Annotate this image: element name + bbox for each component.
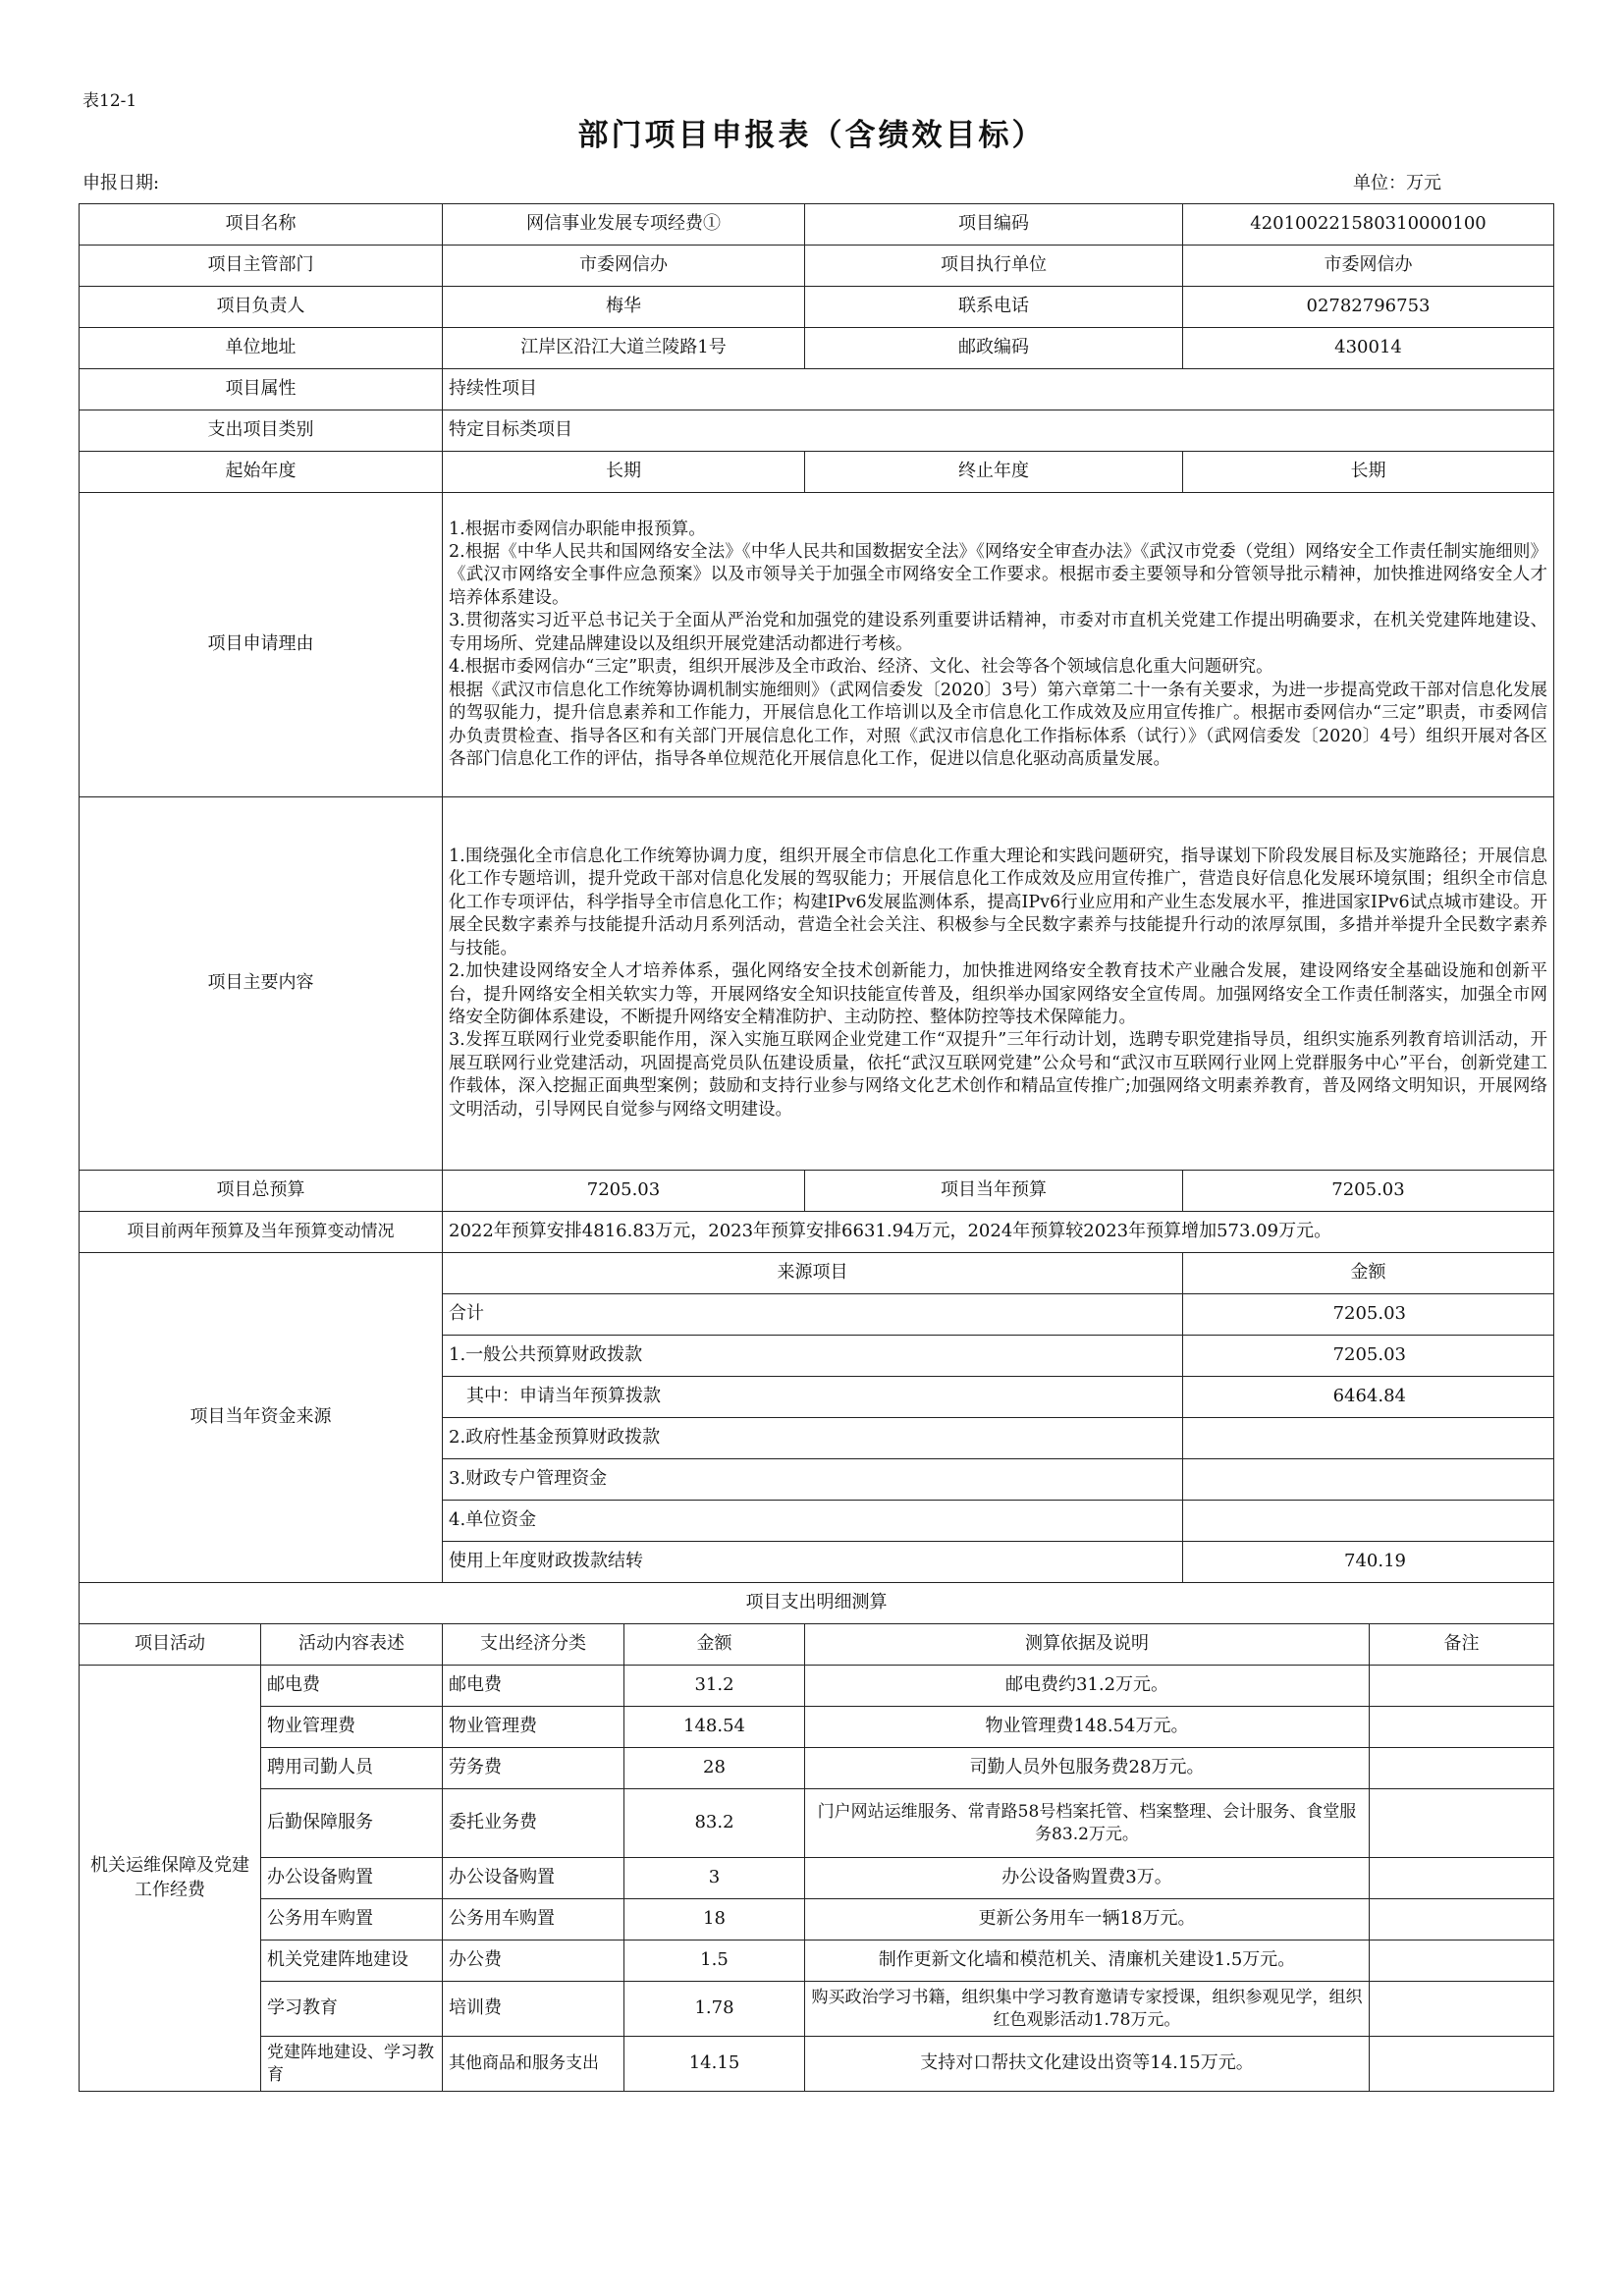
- detail-amount: 1.78: [624, 1982, 805, 2037]
- label-budget-change: 项目前两年预算及当年预算变动情况: [80, 1212, 443, 1253]
- funding-source-name: 1.一般公共预算财政拨款: [443, 1336, 1183, 1377]
- header-amount: 金额: [624, 1624, 805, 1666]
- funding-source-name: 2.政府性基金预算财政拨款: [443, 1418, 1183, 1459]
- detail-econ: 其他商品和服务支出: [443, 2037, 624, 2092]
- detail-basis: 司勤人员外包服务费28万元。: [805, 1748, 1370, 1789]
- content-text: [443, 797, 1554, 1171]
- value-project-name: 网信事业发展专项经费①: [443, 204, 805, 246]
- label-leader: 项目负责人: [80, 287, 443, 328]
- detail-econ: 办公费: [443, 1941, 624, 1982]
- detail-desc: 后勤保障服务: [261, 1789, 443, 1858]
- value-postcode: 430014: [1183, 328, 1554, 369]
- label-start-year: 起始年度: [80, 452, 443, 493]
- detail-remark: [1370, 1707, 1554, 1748]
- detail-amount: 14.15: [624, 2037, 805, 2092]
- funding-amount-header: 金额: [1183, 1253, 1554, 1294]
- label-total-budget: 项目总预算: [80, 1171, 443, 1212]
- value-category: 特定目标类项目: [443, 410, 1554, 452]
- funding-source-name: 合计: [443, 1294, 1183, 1336]
- detail-row: [80, 1982, 1554, 2037]
- details-section-row: [80, 1583, 1554, 1624]
- value-address: 江岸区沿江大道兰陵路1号: [443, 328, 805, 369]
- row-leader: [80, 287, 1554, 328]
- label-category: 支出项目类别: [80, 410, 443, 452]
- label-postcode: 邮政编码: [805, 328, 1183, 369]
- value-leader: 梅华: [443, 287, 805, 328]
- reason-paragraph: 2.根据《中华人民共和国网络安全法》《中华人民共和国数据安全法》《网络安全审查办法》《武汉市党委（党组）网络安全工作责任制实施细则》《武汉市网络安全事件应急预案》以及市领导关于加强全市网络安全工作要求。根据市委主要领导和分管领导批示精神，加快推进网络安全人才培养体系建设。: [449, 542, 1547, 608]
- value-exec-unit: 市委网信办: [1183, 246, 1554, 287]
- label-content: 项目主要内容: [80, 797, 443, 1171]
- details-section-title: 项目支出明细测算: [80, 1583, 1554, 1624]
- detail-basis: 办公设备购置费3万。: [805, 1858, 1370, 1899]
- detail-econ: 公务用车购置: [443, 1899, 624, 1941]
- row-reason: [80, 493, 1554, 797]
- content-paragraph: 2.加快建设网络安全人才培养体系，强化网络安全技术创新能力，加快推进网络安全教育技术产业融合发展，建设网络安全基础设施和创新平台，提升网络安全相关软实力等，开展网络安全知识技能宣传普及，组织举办国家网络安全宣传周。加强网络安全工作责任制落实，加强全市网络安全防御体系建设，不断提升网络安全精准防护、主动防控、整体防控等技术保障能力。: [449, 961, 1547, 1027]
- funding-source-amount: [1183, 1418, 1554, 1459]
- header-econ: 支出经济分类: [443, 1624, 624, 1666]
- detail-row: [80, 2037, 1554, 2092]
- detail-row: [80, 1748, 1554, 1789]
- detail-econ: 物业管理费: [443, 1707, 624, 1748]
- value-start-year: 长期: [443, 452, 805, 493]
- detail-amount: 3: [624, 1858, 805, 1899]
- funding-source-name: 4.单位资金: [443, 1501, 1183, 1542]
- funding-source-amount: 7205.03: [1183, 1336, 1554, 1377]
- detail-amount: 148.54: [624, 1707, 805, 1748]
- header-desc: 活动内容表述: [261, 1624, 443, 1666]
- detail-desc: 办公设备购置: [261, 1858, 443, 1899]
- detail-basis: 更新公务用车一辆18万元。: [805, 1899, 1370, 1941]
- reason-paragraph: 3.贯彻落实习近平总书记关于全面从严治党和加强党的建设系列重要讲话精神，市委对市直机关党建工作提出明确要求，在机关党建阵地建设、专用场所、党建品牌建设以及组织开展党建活动都进行考核。: [449, 611, 1547, 654]
- row-project-name: [80, 204, 1554, 246]
- value-end-year: 长期: [1183, 452, 1554, 493]
- detail-basis: 物业管理费148.54万元。: [805, 1707, 1370, 1748]
- detail-basis: 支持对口帮扶文化建设出资等14.15万元。: [805, 2037, 1370, 2092]
- value-project-code: 420100221580310000100: [1183, 204, 1554, 246]
- reason-paragraph: 1.根据市委网信办职能申报预算。: [449, 519, 706, 539]
- label-phone: 联系电话: [805, 287, 1183, 328]
- label-address: 单位地址: [80, 328, 443, 369]
- detail-desc: 机关党建阵地建设: [261, 1941, 443, 1982]
- detail-desc: 学习教育: [261, 1982, 443, 2037]
- funding-source-amount: [1183, 1459, 1554, 1501]
- reason-text: [443, 493, 1554, 797]
- reason-paragraph: 4.根据市委网信办“三定”职责，组织开展涉及全市政治、经济、文化、社会等各个领域信息化重大问题研究。: [449, 657, 1273, 678]
- detail-remark: [1370, 1789, 1554, 1858]
- funding-source-amount: 7205.03: [1183, 1294, 1554, 1336]
- detail-basis: 制作更新文化墙和模范机关、清廉机关建设1.5万元。: [805, 1941, 1370, 1982]
- header-remark: 备注: [1370, 1624, 1554, 1666]
- label-funding: 项目当年资金来源: [80, 1253, 443, 1583]
- detail-desc: 聘用司勤人员: [261, 1748, 443, 1789]
- funding-source-name: 3.财政专户管理资金: [443, 1459, 1183, 1501]
- header-basis: 测算依据及说明: [805, 1624, 1370, 1666]
- funding-source-name: 使用上年度财政拨款结转: [443, 1542, 1183, 1583]
- label-end-year: 终止年度: [805, 452, 1183, 493]
- row-budget-change: [80, 1212, 1554, 1253]
- detail-remark: [1370, 1982, 1554, 2037]
- detail-econ: 邮电费: [443, 1666, 624, 1707]
- detail-basis: 门户网站运维服务、常青路58号档案托管、档案整理、会计服务、食堂服务83.2万元。: [805, 1789, 1370, 1858]
- apply-date-label: 申报日期:: [82, 173, 160, 193]
- detail-remark: [1370, 1748, 1554, 1789]
- detail-remark: [1370, 1666, 1554, 1707]
- content-paragraph: 3.发挥互联网行业党委职能作用，深入实施互联网企业党建工作“双提升”三年行动计划，选聘专职党建指导员，组织实施系列教育培训活动，开展互联网行业党建活动，巩固提高党员队伍建设质量，依托“武汉互联网党建”公众号和“武汉市互联网行业网上党群服务中心”平台，创新党建工作载体，深入挖掘正面典型案例；鼓励和支持行业参与网络文化艺术创作和精品宣传推广;加强网络文明素养教育，普及网络文明知识，开展网络文明活动，引导网民自觉参与网络文明建设。: [449, 1030, 1547, 1120]
- funding-source-name: 其中：申请当年预算拨款: [443, 1377, 1183, 1418]
- funding-source-header: 来源项目: [443, 1253, 1183, 1294]
- detail-remark: [1370, 1941, 1554, 1982]
- reason-paragraph: 根据《武汉市信息化工作统筹协调机制实施细则》（武网信委发〔2020〕3号）第六章第二十一条有关要求，为进一步提高党政干部对信息化发展的驾驭能力，提升信息素养和工作能力，开展信息化工作培训以及全市信息化工作成效及应用宣传推广。根据市委网信办“三定”职责，市委网信办负责贯检查、指导各区和有关部门开展信息化工作，对照《武汉市信息化工作指标体系（试行）》（武网信委发〔2020〕4号）组织开展对各区各部门信息化工作的评估，指导各单位规范化开展信息化工作，促进以信息化驱动高质量发展。: [449, 680, 1547, 769]
- detail-amount: 83.2: [624, 1789, 805, 1858]
- detail-basis: 邮电费约31.2万元。: [805, 1666, 1370, 1707]
- value-current-budget: 7205.03: [1183, 1171, 1554, 1212]
- label-exec-unit: 项目执行单位: [805, 246, 1183, 287]
- value-total-budget: 7205.03: [443, 1171, 805, 1212]
- detail-row: [80, 1941, 1554, 1982]
- detail-desc: 公务用车购置: [261, 1899, 443, 1941]
- row-attr: [80, 369, 1554, 410]
- row-category: [80, 410, 1554, 452]
- detail-amount: 28: [624, 1748, 805, 1789]
- value-budget-change: 2022年预算安排4816.83万元，2023年预算安排6631.94万元，2024年预算较2023年预算增加573.09万元。: [443, 1212, 1554, 1253]
- funding-row: [80, 1253, 1554, 1294]
- detail-row: [80, 1666, 1554, 1707]
- document-title: 部门项目申报表（含绩效目标）: [577, 118, 1046, 153]
- funding-source-amount: 740.19: [1183, 1542, 1554, 1583]
- detail-activity: 机关运维保障及党建工作经费: [80, 1666, 261, 2092]
- detail-econ: 办公设备购置: [443, 1858, 624, 1899]
- detail-amount: 1.5: [624, 1941, 805, 1982]
- funding-source-amount: [1183, 1501, 1554, 1542]
- detail-remark: [1370, 1858, 1554, 1899]
- detail-econ: 劳务费: [443, 1748, 624, 1789]
- row-years: [80, 452, 1554, 493]
- funding-source-amount: 6464.84: [1183, 1377, 1554, 1418]
- label-attr: 项目属性: [80, 369, 443, 410]
- label-project-name: 项目名称: [80, 204, 443, 246]
- detail-row: [80, 1789, 1554, 1858]
- project-form-table: [79, 203, 1554, 2092]
- value-attr: 持续性项目: [443, 369, 1554, 410]
- row-dept: [80, 246, 1554, 287]
- row-address: [80, 328, 1554, 369]
- detail-amount: 31.2: [624, 1666, 805, 1707]
- details-header-row: [80, 1624, 1554, 1666]
- detail-remark: [1370, 2037, 1554, 2092]
- detail-desc: 党建阵地建设、学习教育: [261, 2037, 443, 2092]
- row-total-budget: [80, 1171, 1554, 1212]
- detail-remark: [1370, 1899, 1554, 1941]
- detail-econ: 委托业务费: [443, 1789, 624, 1858]
- detail-desc: 物业管理费: [261, 1707, 443, 1748]
- content-paragraph: 1.围绕强化全市信息化工作统筹协调力度，组织开展全市信息化工作重大理论和实践问题研究，指导谋划下阶段发展目标及实施路径；开展信息化工作专题培训，提升党政干部对信息化发展的驾驭能力；开展信息化工作成效及应用宣传推广，营造良好信息化发展环境氛围；组织全市信息化工作专项评估，科学指导全市信息化工作；构建IPv6发展监测体系，提高IPv6行业应用和产业生态发展水平，推进国家IPv6试点城市建设。开展全民数字素养与技能提升活动月系列活动，营造全社会关注、积极参与全民数字素养与技能提升行动的浓厚氛围，多措并举提升全民数字素养与技能。: [449, 846, 1547, 958]
- row-content: [80, 797, 1554, 1171]
- value-phone: 02782796753: [1183, 287, 1554, 328]
- form-code: 表12-1: [82, 91, 137, 111]
- label-current-budget: 项目当年预算: [805, 1171, 1183, 1212]
- header-activity: 项目活动: [80, 1624, 261, 1666]
- unit-label: 单位：万元: [1353, 173, 1441, 193]
- detail-amount: 18: [624, 1899, 805, 1941]
- detail-row: [80, 1707, 1554, 1748]
- label-dept: 项目主管部门: [80, 246, 443, 287]
- detail-row: [80, 1899, 1554, 1941]
- detail-econ: 培训费: [443, 1982, 624, 2037]
- label-reason: 项目申请理由: [80, 493, 443, 797]
- value-dept: 市委网信办: [443, 246, 805, 287]
- detail-desc: 邮电费: [261, 1666, 443, 1707]
- detail-row: [80, 1858, 1554, 1899]
- detail-basis: 购买政治学习书籍，组织集中学习教育邀请专家授课，组织参观见学，组织红色观影活动1.78万元。: [805, 1982, 1370, 2037]
- label-project-code: 项目编码: [805, 204, 1183, 246]
